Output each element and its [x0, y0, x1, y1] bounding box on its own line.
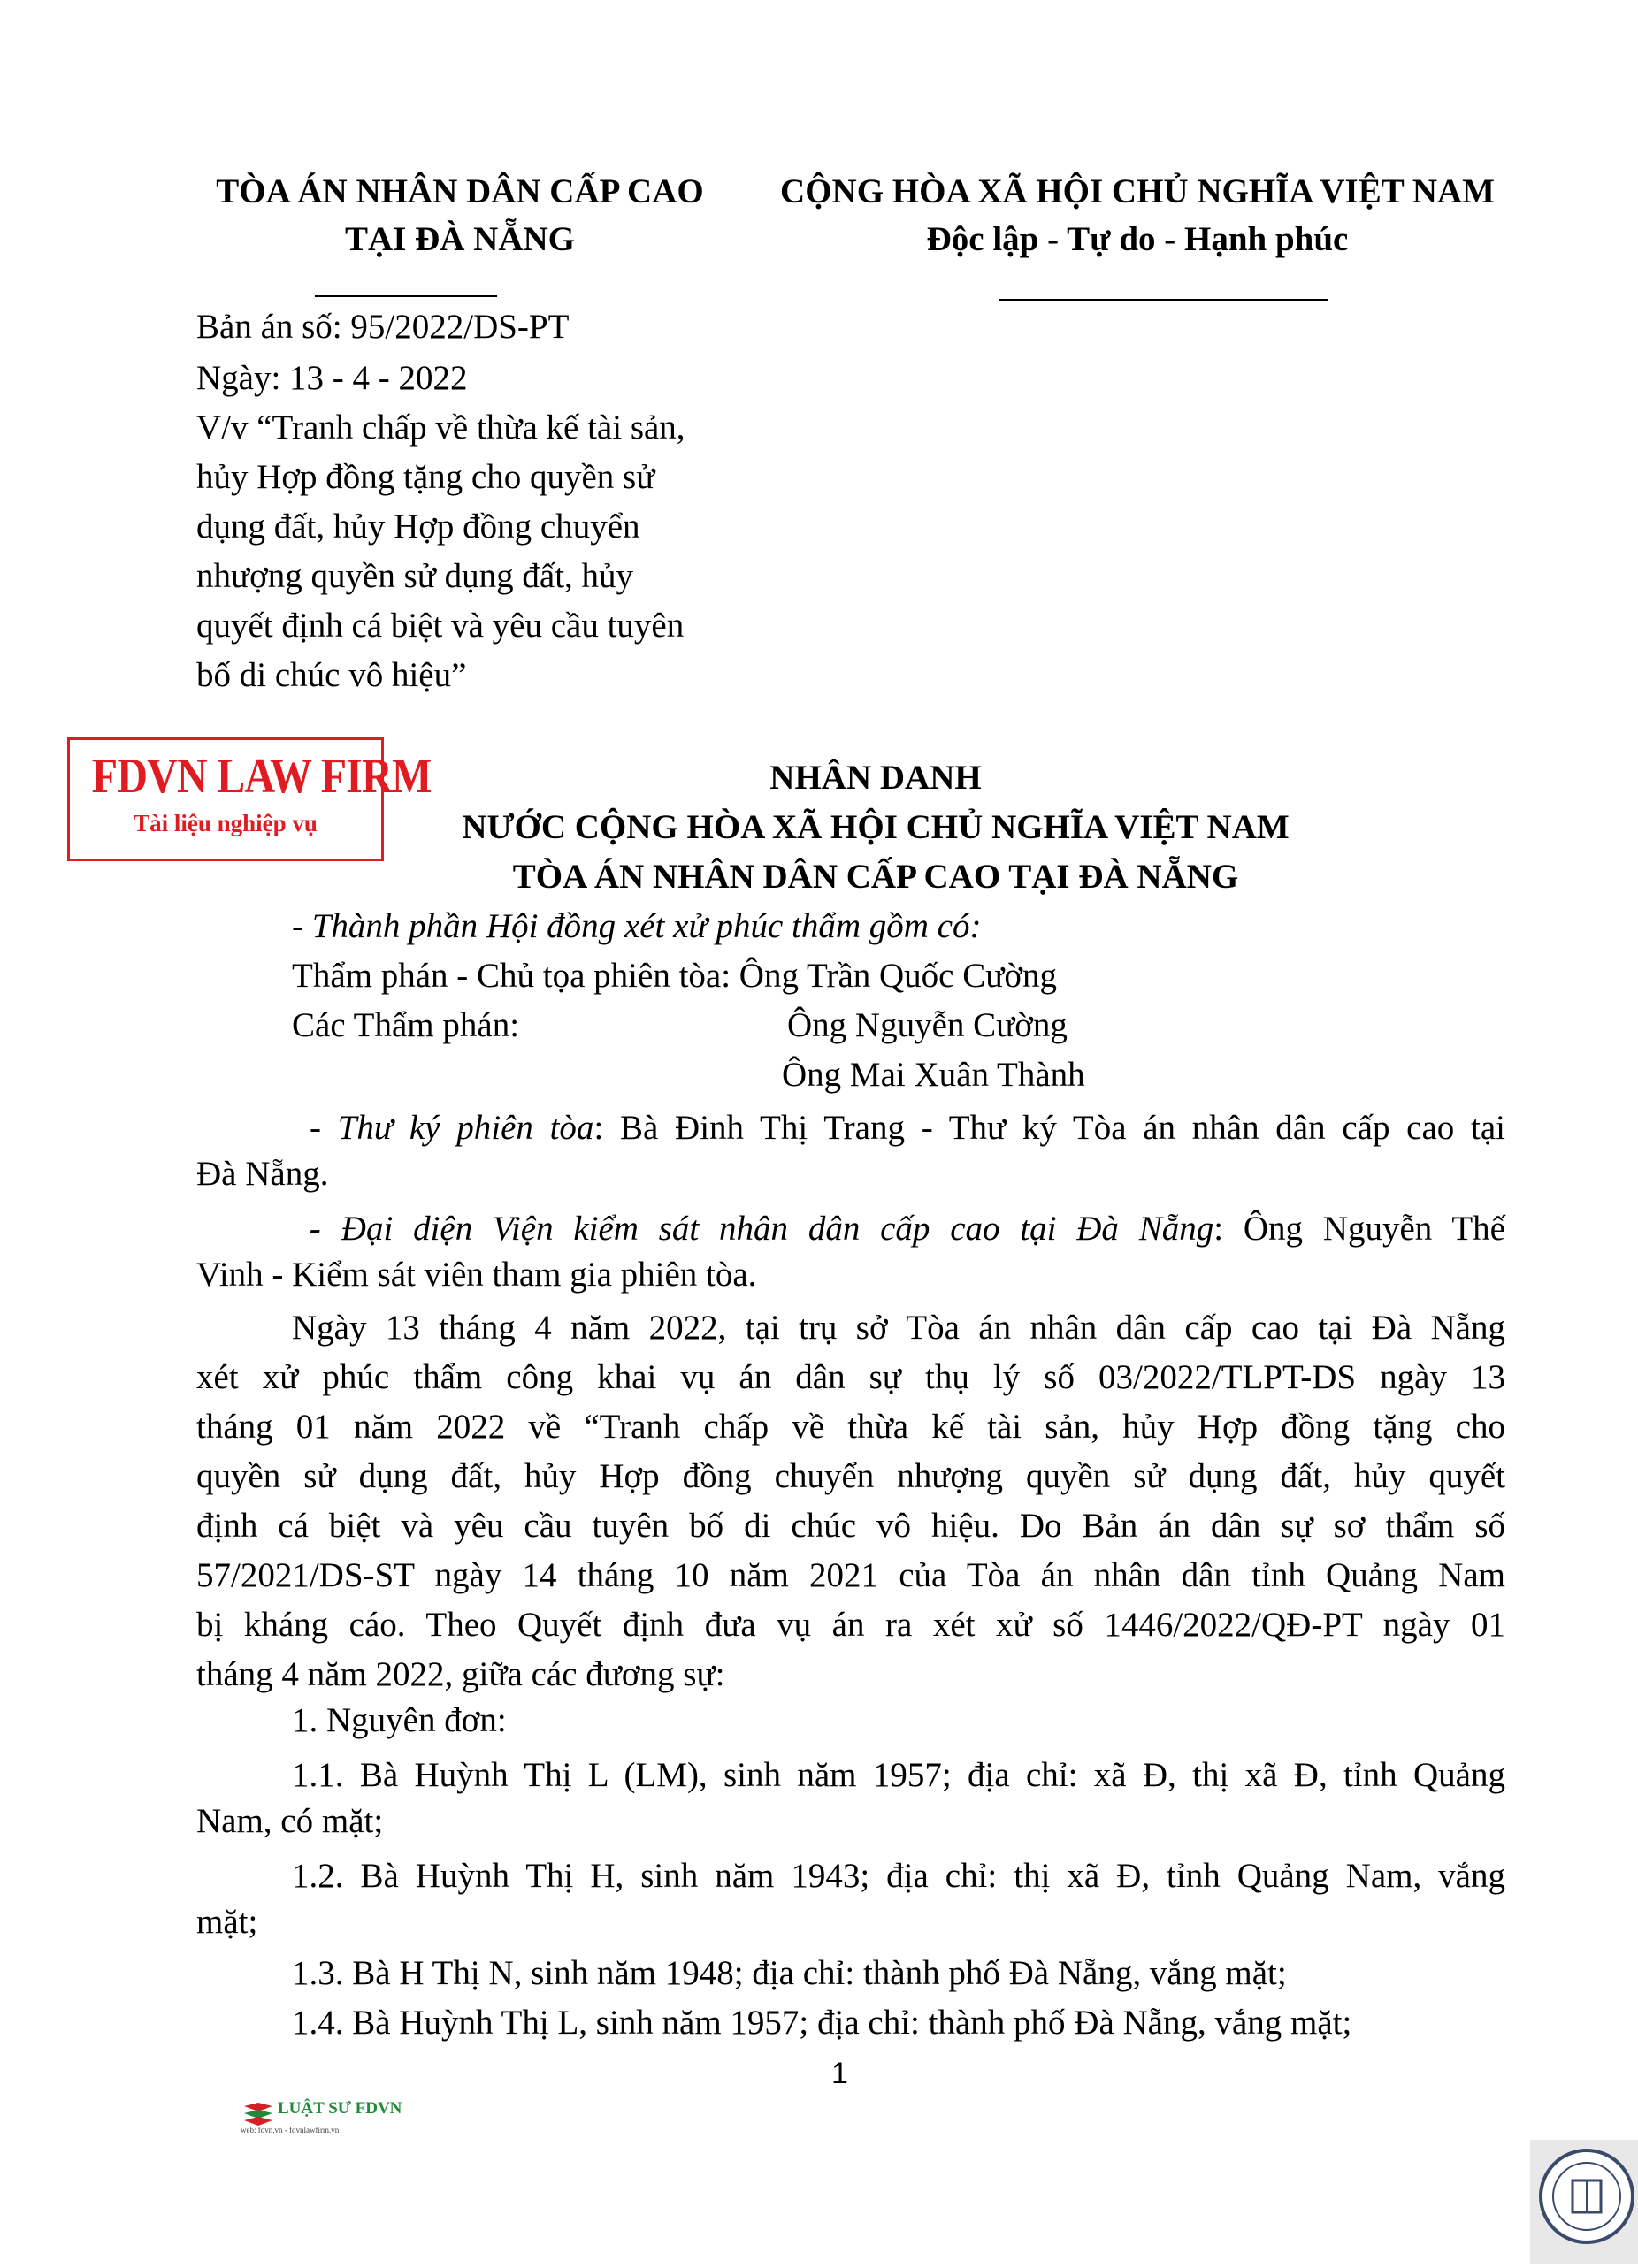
court-underline — [315, 295, 497, 297]
stamp-subtitle: Tài liệu nghiệp vụ — [134, 810, 318, 836]
clerk-text: : Bà Đinh Thị Trang - Thư ký Tòa án nhân dân cấp cao tại — [593, 1109, 1505, 1147]
court-name-line2: TẠI ĐÀ NẴNG — [344, 220, 575, 258]
court-name — [177, 168, 743, 263]
stamp-title: FDVN LAW FIRM — [91, 749, 432, 804]
panel-intro: - Thành phần Hội đồng xét xử phúc thẩm gồm có: — [292, 907, 982, 945]
clerk-label: - Thư ký phiên tòa — [310, 1109, 594, 1147]
body-line: xét xử phúc thẩm công khai vụ án dân sự thụ lý số 03/2022/TLPT-DS ngày 13 — [196, 1358, 1505, 1396]
corner-seal — [1530, 2140, 1638, 2264]
body-line: tháng 01 năm 2022 về “Tranh chấp về thừa kế tài sản, hủy Hợp đồng tặng cho — [196, 1408, 1505, 1446]
case-subject-line: V/v “Tranh chấp về thừa kế tài sản, — [196, 409, 685, 447]
court-name-line1: TÒA ÁN NHÂN DÂN CẤP CAO — [216, 172, 704, 210]
party-line-cont: mặt; — [196, 1903, 258, 1941]
judge-name: Ông Mai Xuân Thành — [782, 1056, 1085, 1094]
presiding-judge: Thẩm phán - Chủ tọa phiên tòa: Ông Trần Quốc Cường — [292, 957, 1058, 995]
logo-subtitle: web: fdvn.vn - fdvnlawfirm.vn — [241, 2126, 340, 2134]
footer-logo — [241, 2099, 444, 2143]
national-motto — [757, 168, 1518, 263]
case-date: Ngày: 13 - 4 - 2022 — [196, 359, 468, 397]
party-line-cont: Nam, có mặt; — [196, 1802, 384, 1840]
title-line: NHÂN DANH — [769, 759, 982, 797]
party-line: 1.4. Bà Huỳnh Thị L, sinh năm 1957; địa chỉ: thành phố Đà Nẵng, vắng mặt; — [292, 2004, 1352, 2042]
motto-underline — [999, 299, 1328, 301]
body-line: Ngày 13 tháng 4 năm 2022, tại trụ sở Tòa án nhân dân cấp cao tại Đà Nẵng — [292, 1309, 1505, 1347]
page-number: 1 — [831, 2057, 848, 2090]
case-subject-line: hủy Hợp đồng tặng cho quyền sử — [196, 458, 655, 496]
clerk-line — [310, 1103, 1505, 1153]
case-subject-line: bố di chúc vô hiệu” — [196, 656, 467, 694]
body-line: tháng 4 năm 2022, giữa các đương sự: — [196, 1655, 725, 1693]
judges-label: Các Thẩm phán: — [292, 1006, 520, 1044]
party-line: 1.2. Bà Huỳnh Thị H, sinh năm 1943; địa chỉ: thị xã Đ, tỉnh Quảng Nam, vắng — [292, 1857, 1505, 1895]
nation-line1: CỘNG HÒA XÃ HỘI CHỦ NGHĨA VIỆT NAM — [780, 172, 1495, 210]
procuracy-line-cont: Vinh - Kiểm sát viên tham gia phiên tòa. — [196, 1256, 757, 1294]
party-line: 1.1. Bà Huỳnh Thị L (LM), sinh năm 1957; địa chỉ: xã Đ, thị xã Đ, tỉnh Quảng — [292, 1756, 1505, 1794]
procuracy-line — [310, 1204, 1505, 1254]
case-subject-line: dụng đất, hủy Hợp đồng chuyển — [196, 508, 640, 546]
seal-emblem-icon — [1530, 2140, 1638, 2264]
party-line: 1.3. Bà H Thị N, sinh năm 1948; địa chỉ: thành phố Đà Nẵng, vắng mặt; — [292, 1954, 1287, 1992]
judge-name: Ông Nguyễn Cường — [787, 1006, 1068, 1044]
procuracy-text: : Ông Nguyễn Thế — [1213, 1210, 1505, 1248]
plaintiff-heading: 1. Nguyên đơn: — [292, 1701, 507, 1739]
title-line: NƯỚC CỘNG HÒA XÃ HỘI CHỦ NGHĨA VIỆT NAM — [462, 808, 1290, 846]
procuracy-label: Đại diện Viện kiểm sát nhân dân cấp cao tại Đà Nẵng — [341, 1210, 1214, 1248]
procuracy-dash: - — [310, 1210, 341, 1248]
body-line: 57/2021/DS-ST ngày 14 tháng 10 năm 2021 của Tòa án nhân dân tỉnh Quảng Nam — [196, 1556, 1505, 1594]
clerk-line-cont: Đà Nẵng. — [196, 1155, 329, 1193]
body-line: bị kháng cáo. Theo Quyết định đưa vụ án ra xét xử số 1446/2022/QĐ-PT ngày 01 — [196, 1606, 1505, 1644]
title-line: TÒA ÁN NHÂN DÂN CẤP CAO TẠI ĐÀ NẴNG — [512, 858, 1239, 896]
nation-line2: Độc lập - Tự do - Hạnh phúc — [926, 220, 1349, 258]
logo-brand: LUẬT SƯ FDVN — [278, 2099, 402, 2118]
case-subject-line: nhượng quyền sử dụng đất, hủy — [196, 557, 634, 595]
body-line: quyền sử dụng đất, hủy Hợp đồng chuyển nhượng quyền sử dụng đất, hủy quyết — [196, 1457, 1505, 1495]
case-subject-line: quyết định cá biệt và yêu cầu tuyên — [196, 607, 685, 645]
case-number: Bản án số: 95/2022/DS-PT — [196, 308, 570, 346]
body-line: định cá biệt và yêu cầu tuyên bố di chúc vô hiệu. Do Bản án dân sự sơ thẩm số — [196, 1507, 1505, 1545]
